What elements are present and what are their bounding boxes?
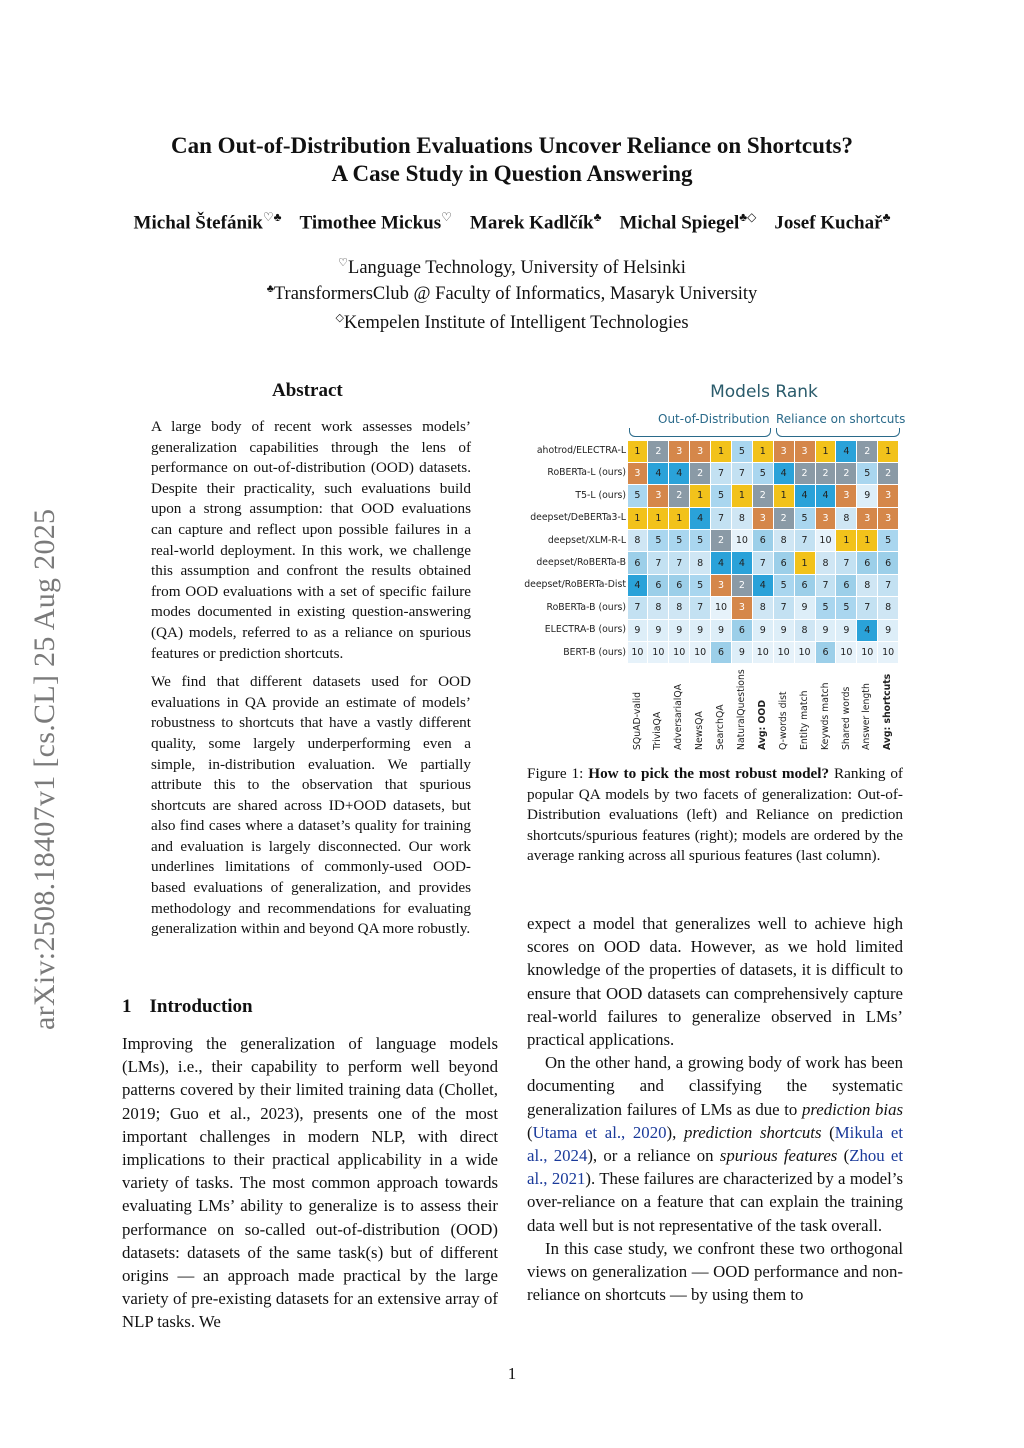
group-brace-ood [629, 428, 771, 437]
heatmap-cell: 9 [628, 620, 648, 641]
heatmap-cell: 10 [711, 597, 731, 618]
author: Timothee Mickus♡ [299, 210, 452, 234]
heatmap-cell: 7 [753, 552, 773, 573]
abstract-heading: Abstract [272, 380, 343, 401]
heatmap-cell: 2 [857, 441, 877, 462]
heatmap-cell: 9 [648, 620, 668, 641]
heatmap-cell: 5 [648, 530, 668, 551]
heatmap-cell: 4 [648, 463, 668, 484]
row-label: deepset/RoBERTa-Dist [524, 579, 626, 591]
intro-left-column [122, 1032, 498, 1334]
heatmap-cell: 8 [774, 530, 794, 551]
heatmap-cell: 1 [648, 508, 668, 529]
heatmap-cell: 5 [711, 485, 731, 506]
heatmap-cell: 4 [857, 620, 877, 641]
heatmap-cell: 5 [795, 508, 815, 529]
heatmap-cell: 1 [795, 552, 815, 573]
heatmap-cell: 10 [753, 642, 773, 663]
group-brace-shortcuts [776, 428, 900, 437]
heatmap-cell: 10 [774, 642, 794, 663]
heatmap-cell: 1 [878, 441, 898, 462]
heatmap-cell: 6 [836, 575, 856, 596]
heatmap-cell: 2 [836, 463, 856, 484]
heatmap-cell: 3 [628, 463, 648, 484]
heatmap-cell: 4 [669, 463, 689, 484]
figure-1 [508, 378, 908, 758]
paper-title-line2: A Case Study in Question Answering [331, 161, 693, 186]
heatmap-cell: 5 [628, 485, 648, 506]
heatmap-cell: 6 [857, 552, 877, 573]
heatmap-cell: 8 [669, 597, 689, 618]
heatmap-cell: 1 [753, 441, 773, 462]
heatmap-cell: 4 [816, 485, 836, 506]
affiliation: ♡Language Technology, University of Helsinki [338, 257, 686, 279]
heatmap-cell: 3 [753, 508, 773, 529]
heatmap-grid [627, 440, 899, 664]
row-label: ahotrod/ELECTRA-L [536, 445, 626, 456]
section-heading: 1 Introduction [122, 996, 253, 1017]
heatmap-cell: 8 [690, 552, 710, 573]
row-label: ELECTRA-B (ours) [544, 624, 626, 636]
heatmap-cell: 1 [836, 530, 856, 551]
heatmap-cell: 9 [732, 642, 752, 663]
row-label: deepset/DeBERTa3-L [530, 512, 626, 524]
heatmap-cell: 9 [857, 485, 877, 506]
author: Josef Kuchař♣ [774, 210, 891, 234]
heatmap-cell: 2 [711, 530, 731, 551]
row-label: deepset/RoBERTa-B [536, 557, 626, 568]
row-label: RoBERTa-B (ours) [546, 601, 626, 613]
abstract-paragraph-1: A large body of recent work assesses models’ generalization capabilities through the lens of performance on out-of-distribution (OOD) datasets. Despite their practicality, such evaluations build upon a strong assumption: that OOD evaluations can capture and reflect upon possible failures in a real-world deployment. In this work, we challenge this assumption and confront the results obtained from OOD evaluations with a set of specific failure modes documented in existing question-answering (QA) models, referred to as a reliance on spurious features or prediction shortcuts. [151, 418, 471, 662]
heatmap-cell: 10 [795, 642, 815, 663]
heatmap-cell: 9 [878, 620, 898, 641]
heatmap-cell: 5 [774, 575, 794, 596]
figure-caption: Figure 1: How to pick the most robust model? Ranking of popular QA models by two facets of generalization: Out-of-Distribution evaluations (left) and Reliance on prediction shortcuts/spurious features (right); models are ordered by the average ranking across all spurious features (last column). [527, 765, 903, 865]
heatmap-cell: 7 [836, 552, 856, 573]
heatmap-cell: 6 [816, 642, 836, 663]
heatmap-cell: 1 [774, 485, 794, 506]
heatmap-cell: 3 [711, 575, 731, 596]
heatmap-cell: 2 [878, 463, 898, 484]
heatmap-cell: 7 [878, 575, 898, 596]
intro-paragraph: expect a model that generalizes well to achieve high scores on OOD data. However, as we hold limited knowledge of the properties of datasets, it is difficult to ensure that OOD datasets can comprehensively capture real-world failures to generalize observed in LMs’ practical applications. [527, 914, 903, 1050]
heatmap-cell: 2 [690, 463, 710, 484]
heatmap-cell: 8 [628, 530, 648, 551]
intro-paragraph: Improving the generalization of language models (LMs), i.e., their capability to perform well beyond patterns covered by their limited training data (Chollet, 2019; Guo et al., 2023), presents one of the most important challenges in modern NLP, with direct implications to their practical applicability in a wide variety of tasks. The most common approach towards evaluating LMs’ ability to generalize is to assess their performance on so-called out-of-distribution (OOD) datasets: datasets of the same task(s) but of different origins — an approach made practical by the large variety of pre-existing datasets for an extensive array of NLP tasks. We [122, 1034, 498, 1332]
heatmap-cell: 9 [795, 597, 815, 618]
heatmap-cell: 6 [711, 642, 731, 663]
affiliation: ◇Kempelen Institute of Intelligent Technologies [335, 312, 689, 334]
heatmap-cell: 6 [732, 620, 752, 641]
heatmap-cell: 10 [836, 642, 856, 663]
heatmap-cell: 9 [774, 620, 794, 641]
heatmap-cell: 1 [690, 485, 710, 506]
heatmap-cell: 4 [836, 441, 856, 462]
heatmap-cell: 8 [753, 597, 773, 618]
heatmap-cell: 9 [816, 620, 836, 641]
heatmap-cell: 8 [648, 597, 668, 618]
heatmap-cell: 1 [857, 530, 877, 551]
heatmap-cell: 2 [669, 485, 689, 506]
heatmap-cell: 8 [732, 508, 752, 529]
group-label-ood: Out-of-Distribution [658, 412, 770, 426]
authors [0, 210, 1024, 234]
author: Marek Kadlčík♣ [469, 210, 602, 234]
heatmap-cell: 5 [690, 530, 710, 551]
column-labels: SQuAD-valid TriviaQA AdversarialQA NewsQA SearchQA NaturalQuestions Avg: OOD Q-words dist Entity match Keywds match Shared words Answer length Avg: shortcuts [631, 669, 894, 750]
heatmap-cell: 6 [878, 552, 898, 573]
heatmap-cell: 5 [836, 597, 856, 618]
heatmap-cell: 3 [732, 597, 752, 618]
author: Michal Spiegel♣◇ [619, 210, 757, 234]
heatmap-cell: 6 [795, 575, 815, 596]
heatmap-cell: 6 [648, 575, 668, 596]
heatmap-cell: 1 [628, 441, 648, 462]
heatmap-cell: 7 [690, 597, 710, 618]
heatmap-cell: 1 [669, 508, 689, 529]
heatmap-cell: 4 [795, 485, 815, 506]
heatmap-cell: 7 [711, 463, 731, 484]
heatmap-cell: 5 [669, 530, 689, 551]
heatmap-cell: 8 [836, 508, 856, 529]
heatmap-cell: 9 [753, 620, 773, 641]
heatmap-cell: 8 [795, 620, 815, 641]
heatmap-cell: 1 [816, 441, 836, 462]
heatmap-cell: 7 [628, 597, 648, 618]
heatmap-cell: 7 [857, 597, 877, 618]
heatmap-cell: 8 [857, 575, 877, 596]
heatmap-cell: 7 [669, 552, 689, 573]
heatmap-cell: 10 [690, 642, 710, 663]
heatmap-cell: 6 [669, 575, 689, 596]
heatmap-cell: 9 [836, 620, 856, 641]
chart-title: Models Rank [710, 382, 818, 402]
heatmap-cell: 3 [878, 508, 898, 529]
heatmap-cell: 3 [648, 485, 668, 506]
author: Michal Štefánik♡♣ [133, 210, 282, 234]
heatmap-cell: 7 [816, 575, 836, 596]
heatmap-cell: 6 [774, 552, 794, 573]
heatmap-cell: 10 [648, 642, 668, 663]
heatmap-cell: 10 [857, 642, 877, 663]
heatmap-cell: 3 [690, 441, 710, 462]
abstract-paragraph-2: We find that different datasets used for OOD evaluations in QA provide an estimate of models’ robustness to shortcuts that have a vastly different quality, some largely underperforming even a simple, in-distribution evaluation. We partially attribute this to the observation that spurious shortcuts are shared across ID+OOD datasets, but also find cases where a dataset’s quality for training and evaluation is largely disconnected. Our work underlines limitations of commonly-used OOD-based evaluations of generalization, and provides methodology and recommendations for evaluating generalization within and beyond QA more robustly. [151, 673, 471, 938]
heatmap-cell: 10 [732, 530, 752, 551]
heatmap-cell: 4 [774, 463, 794, 484]
heatmap-cell: 9 [690, 620, 710, 641]
heatmap-cell: 8 [816, 552, 836, 573]
heatmap-cell: 1 [711, 441, 731, 462]
heatmap-cell: 3 [836, 485, 856, 506]
intro-paragraph: In this case study, we confront these two orthogonal views on generalization — OOD performance and non-reliance on shortcuts — by using them to [527, 1238, 903, 1305]
heatmap-cell: 10 [628, 642, 648, 663]
heatmap-cell: 1 [732, 485, 752, 506]
heatmap-cell: 3 [857, 508, 877, 529]
heatmap-cell: 7 [732, 463, 752, 484]
heatmap-cell: 2 [774, 508, 794, 529]
abstract-body [151, 417, 471, 948]
heatmap-cell: 2 [795, 463, 815, 484]
heatmap-cell: 2 [648, 441, 668, 462]
heatmap-cell: 7 [774, 597, 794, 618]
heatmap-cell: 7 [711, 508, 731, 529]
heatmap-cell: 2 [816, 463, 836, 484]
heatmap-cell: 6 [753, 530, 773, 551]
intro-paragraph: On the other hand, a growing body of work has been documenting and classifying the systematic generalization failures of LMs as due to prediction bias (Utama et al., 2020), prediction shortcuts (Mikula et al., 2024), or a reliance on spurious features (Zhou et al., 2021). These failures are characterized by a model’s over-reliance on a feature that can explain the training data well but is not representative of the task overall. [527, 1053, 903, 1235]
heatmap-cell: 2 [753, 485, 773, 506]
heatmap-cell: 3 [774, 441, 794, 462]
heatmap-cell: 5 [690, 575, 710, 596]
heatmap-cell: 3 [669, 441, 689, 462]
heatmap-cell: 10 [669, 642, 689, 663]
heatmap-cell: 6 [628, 552, 648, 573]
row-label: RoBERTa-L (ours) [547, 467, 626, 479]
heatmap-cell: 4 [628, 575, 648, 596]
heatmap-cell: 10 [878, 642, 898, 663]
affiliation: ♣TransformersClub @ Faculty of Informatics, Masaryk University [266, 283, 758, 305]
paper-title-line1: Can Out-of-Distribution Evaluations Uncover Reliance on Shortcuts? [171, 133, 853, 158]
heatmap-cell: 10 [816, 530, 836, 551]
heatmap-cell: 1 [628, 508, 648, 529]
heatmap-cell: 9 [711, 620, 731, 641]
heatmap-cell: 3 [795, 441, 815, 462]
row-label: BERT-B (ours) [563, 646, 626, 658]
row-label: T5-L (ours) [575, 489, 626, 501]
heatmap-cell: 2 [732, 575, 752, 596]
heatmap-cell: 3 [816, 508, 836, 529]
heatmap-cell: 3 [878, 485, 898, 506]
heatmap-cell: 4 [732, 552, 752, 573]
heatmap-cell: 9 [669, 620, 689, 641]
group-label-shortcuts: Reliance on shortcuts [776, 412, 906, 426]
heatmap-cell: 5 [857, 463, 877, 484]
heatmap-cell: 4 [753, 575, 773, 596]
heatmap-cell: 5 [753, 463, 773, 484]
heatmap-cell: 5 [732, 441, 752, 462]
heatmap-cell: 4 [690, 508, 710, 529]
intro-right-column [527, 912, 903, 1306]
heatmap-cell: 4 [711, 552, 731, 573]
heatmap-cell: 5 [878, 530, 898, 551]
row-label: deepset/XLM-R-L [547, 534, 626, 546]
page-number: 1 [507, 1364, 517, 1383]
heatmap-cell: 7 [795, 530, 815, 551]
heatmap-cell: 5 [816, 597, 836, 618]
heatmap-cell: 8 [878, 597, 898, 618]
heatmap-cell: 7 [648, 552, 668, 573]
